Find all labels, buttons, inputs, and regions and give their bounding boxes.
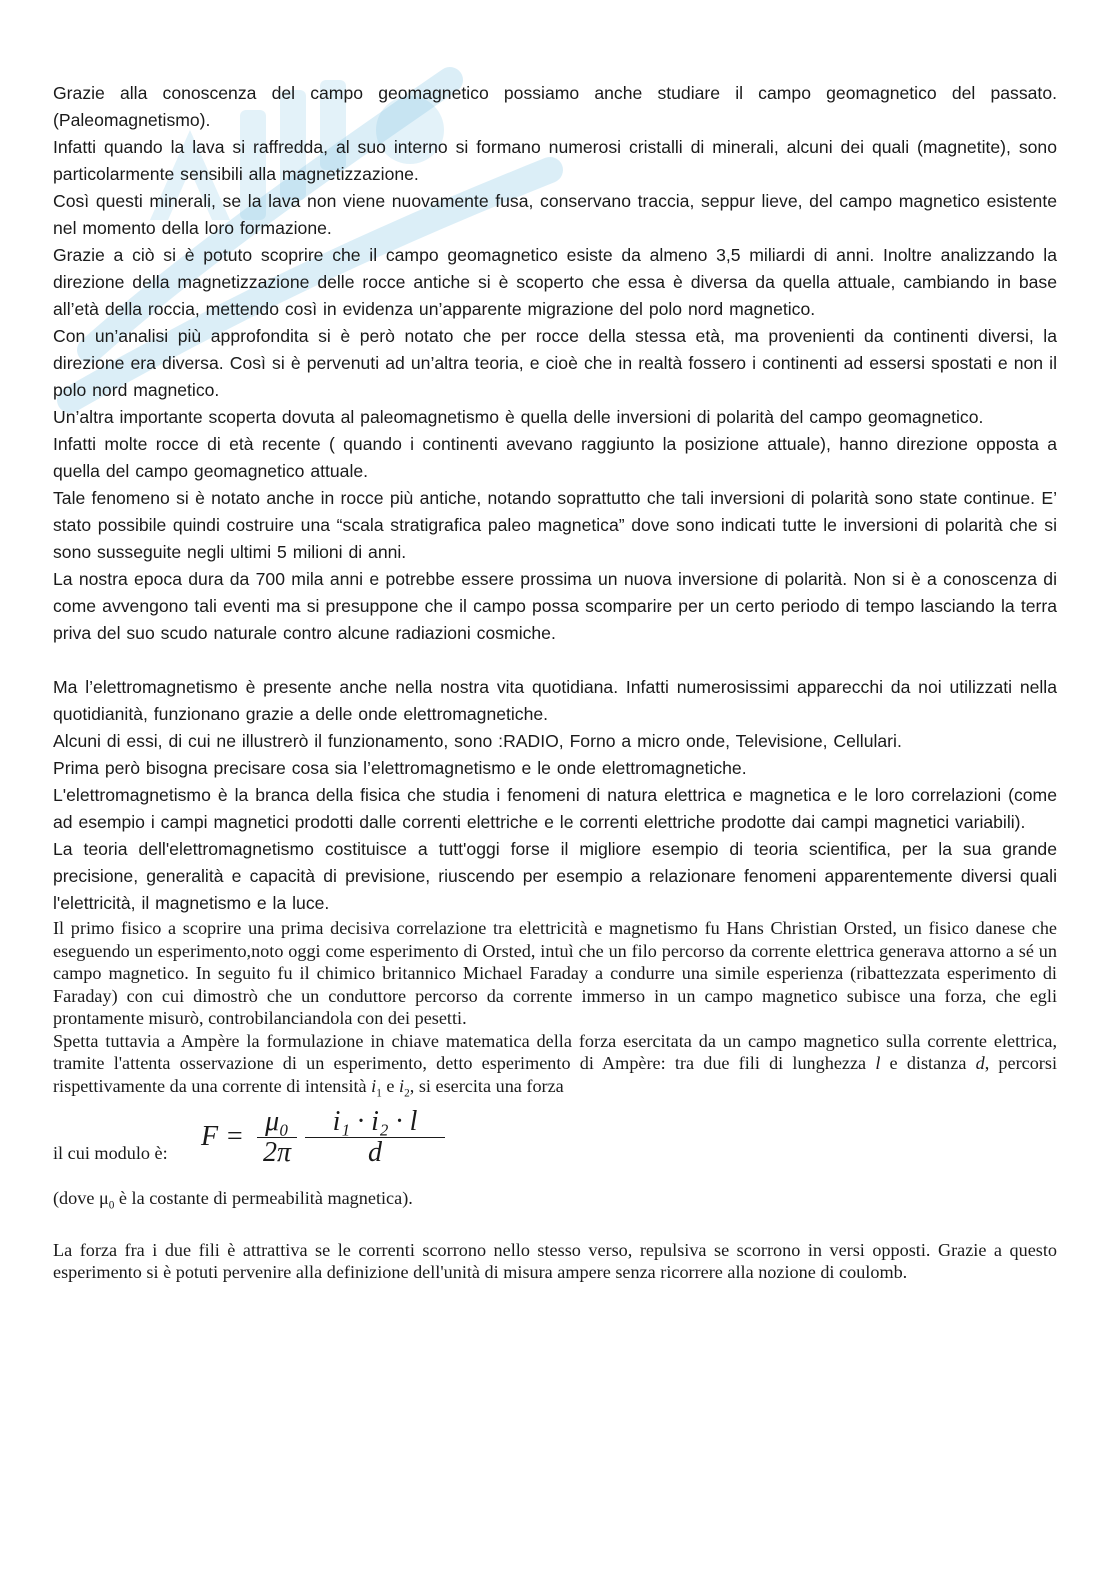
paragraph: Grazie alla conoscenza del campo geomagnetico possiamo anche studiare il campo geomagnetico del passato.(Paleomagnetismo). [53, 83, 1057, 130]
formula-row [53, 1107, 1057, 1173]
paragraph: Un’altra importante scoperta dovuta al paleomagnetismo è quella delle inversioni di polarità del campo geomagnetico. [53, 407, 984, 427]
paragraph-ampere: Spetta tuttavia a Ampère la formulazione in chiave matematica della forza esercitata da un campo magnetico sulla corrente elettrica, tramite l'attenta osservazione di un esperimento, detto esperimento di Ampère: tra due fili di lunghezza l e distanza d, percorsi rispettivamente da una corrente di intensità $i_1$ e $i_2$, si esercita una forza [53, 1030, 1057, 1100]
formula-numerator: i₁ · i₂ · l [332, 1105, 418, 1137]
ampere-force-formula [201, 1107, 461, 1171]
paragraph: Prima però bisogna precisare cosa sia l’elettromagnetismo e le onde elettromagnetiche. [53, 758, 747, 778]
closing-section [53, 1173, 1057, 1284]
paragraph: Ma l’elettromagnetismo è presente anche nella nostra vita quotidiana. Infatti numerosissimi apparecchi da noi utilizzati nella quotidianità, funzionano grazie a delle onde elettromagnetiche. [53, 677, 1057, 724]
paragraph: La teoria dell'elettromagnetismo costituisce a tutt'oggi forse il migliore esempio di teoria scientifica, per la sua grande precisione, generalità e capacità di previsione, riuscendo per esempio a relazionare fenomeni apparentemente diversi quali l'elettricità, il magnetismo e la luce. [53, 839, 1057, 913]
permeability-note: (dove $\mu_0$ è la costante di permeabilità magnetica). [53, 1187, 413, 1212]
paragraph: Grazie a ciò si è potuto scoprire che il campo geomagnetico esiste da almeno 3,5 miliardi di anni. Inoltre analizzando la direzione della magnetizzazione delle rocce antiche si è scoperto che essa è diversa da quella attuale, cambiando in base all’età della roccia, mettendo così in evidenza un’apparente migrazione del polo nord magnetico. [53, 245, 1057, 319]
paragraph: L'elettromagnetismo è la branca della fisica che studia i fenomeni di natura elettrica e magnetica e le loro correlazioni (come ad esempio i campi magnetici prodotti dalle correnti elettriche e le correnti elettriche prodotte dai campi magnetici variabili). [53, 785, 1057, 832]
paleomagnetism-section [53, 80, 1057, 647]
paragraph: Così questi minerali, se la lava non viene nuovamente fusa, conservano traccia, seppur lieve, del campo magnetico esistente nel momento della loro formazione. [53, 191, 1057, 238]
electromagnetism-section [53, 674, 1057, 917]
history-section [53, 917, 1057, 1105]
paragraph: Infatti quando la lava si raffredda, al suo interno si formano numerosi cristalli di minerali, alcuni dei quali (magnetite), sono particolarmente sensibili alla magnetizzazione. [53, 137, 1057, 184]
formula-coef-denominator: 2π [262, 1136, 292, 1168]
formula-coefficient [257, 1107, 297, 1168]
paragraph: Con un’analisi più approfondita si è però notato che per rocce della stessa età, ma provenienti da continenti diversi, la direzione era diversa. Così si è pervenuti ad un’altra teoria, e cioè che in realtà fossero i continenti ad essersi spostati e non il polo nord magnetico. [53, 326, 1057, 400]
paragraph: Tale fenomeno si è notato anche in rocce più antiche, notando soprattutto che tali inversioni di polarità sono state continue. E’ stato possibile quindi costruire una “scala stratigrafica paleo magnetica” dove sono indicati tutte le inversioni di polarità che si sono susseguite negli ultimi 5 milioni di anni. [53, 488, 1057, 562]
formula-lead-text: il cui modulo è: [53, 1142, 168, 1163]
formula-fraction [305, 1107, 445, 1168]
paragraph: Infatti molte rocce di età recente ( quando i continenti avevano raggiunto la posizione attuale), hanno direzione opposta a quella del campo geomagnetico attuale. [53, 434, 1057, 481]
paragraph: La nostra epoca dura da 700 mila anni e potrebbe essere prossima un nuova inversione di polarità. Non si è a conoscenza di come avvengono tali eventi ma si presuppone che il campo possa scomparire per un certo periodo di tempo lasciando la terra priva del suo scudo naturale contro alcune radiazioni cosmiche. [53, 569, 1057, 643]
paragraph-orsted-faraday: Il primo fisico a scoprire una prima decisiva correlazione tra elettricità e magnetismo fu Hans Christian Orsted, un fisico danese che eseguendo un esperimento,noto oggi come esperimento di Orsted, intuì che un filo percorso da corrente elettrica generava attorno a sé un campo magnetico. In seguito fu il chimico britannico Michael Faraday a condurre una simile esperienza (ribattezzata esperimento di Faraday) con cui dimostrò che un conduttore percorso da corrente immerso in un campo magnetico subisce una forza, che egli prontamente misurò, controbilanciandola con dei pesetti. [53, 918, 1057, 1028]
formula-lhs: F = [201, 1120, 244, 1152]
closing-paragraph: La forza fra i due fili è attrattiva se le correnti scorrono nello stesso verso, repulsiva se scorrono in versi opposti. Grazie a questo esperimento si è potuti pervenire alla definizione dell'unità di misura ampere senza ricorrere alla nozione di coulomb. [53, 1239, 1057, 1283]
document-page [53, 80, 1057, 1284]
paragraph: Alcuni di essi, di cui ne illustrerò il funzionamento, sono :RADIO, Forno a micro onde, Televisione, Cellulari. [53, 731, 902, 751]
formula-denominator: d [368, 1136, 382, 1168]
formula-coef-numerator: μ₀ [265, 1105, 289, 1137]
blank-line [53, 647, 1057, 674]
